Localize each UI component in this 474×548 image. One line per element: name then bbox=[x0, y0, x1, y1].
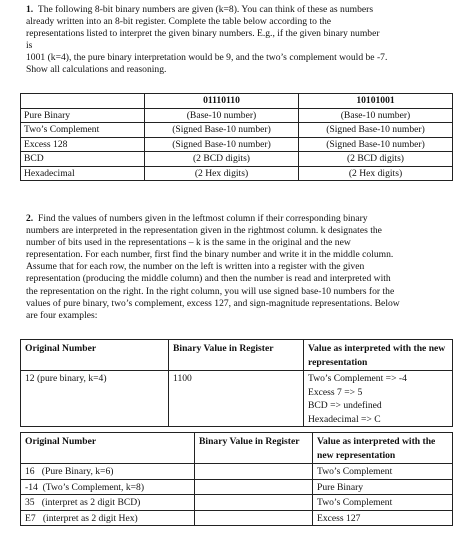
q1-line-3: representations listed to interpret the given binary numbers. E.g., if the given binary number bbox=[26, 28, 380, 40]
answer-cell[interactable]: (Signed Base-10 number) bbox=[299, 137, 453, 152]
table-row bbox=[21, 137, 453, 152]
q1-line-5: 1001 (k=4), the pure binary interpretation would be 9, and the two’s complement would be -7. bbox=[26, 52, 388, 64]
row-label: Hexadecimal bbox=[21, 166, 145, 181]
q2-line-5: Assume that for each row, the number on the left is written into a register with the given bbox=[26, 261, 365, 273]
table-row bbox=[21, 108, 453, 123]
header-interpreted-value: Value as interpreted with the new representation bbox=[304, 340, 453, 371]
table-row bbox=[21, 166, 453, 181]
answer-cell[interactable]: (Base-10 number) bbox=[145, 108, 299, 123]
q2-task-header-row bbox=[21, 433, 453, 464]
answer-cell[interactable]: (2 BCD digits) bbox=[145, 152, 299, 167]
header-original-number: Original Number bbox=[21, 340, 169, 371]
q1-line-2: already written into an 8-bit register. Complete the table below according to the bbox=[26, 16, 332, 28]
table-row bbox=[21, 510, 453, 526]
binary-value-cell[interactable] bbox=[195, 510, 313, 526]
example-interp-line: Excess 7 => 5 bbox=[308, 386, 363, 398]
row-label: Pure Binary bbox=[21, 108, 145, 123]
example-original: 12 (pure binary, k=4) bbox=[21, 371, 169, 427]
table-row bbox=[21, 495, 453, 511]
table-row bbox=[21, 464, 453, 480]
binary-value-cell[interactable] bbox=[195, 464, 313, 480]
example-binary: 1100 bbox=[169, 371, 304, 427]
q2-example-header-row bbox=[21, 340, 453, 371]
question-1-text bbox=[26, 4, 454, 77]
answer-cell[interactable]: (2 BCD digits) bbox=[299, 152, 453, 167]
answer-cell[interactable]: (2 Hex digits) bbox=[299, 166, 453, 181]
q2-number: 2. bbox=[26, 213, 34, 224]
q2-line-1 bbox=[26, 213, 454, 225]
answer-cell[interactable]: (Signed Base-10 number) bbox=[145, 137, 299, 152]
example-interp-line: BCD => undefined bbox=[308, 400, 382, 411]
answer-cell[interactable]: (Signed Base-10 number) bbox=[145, 123, 299, 138]
representation-cell[interactable]: Two’s Complement bbox=[313, 495, 453, 511]
q1-line-1-text: The following 8-bit binary numbers are given (k=8). You can think of these as numbers bbox=[37, 4, 374, 15]
binary-value-cell[interactable] bbox=[195, 479, 313, 495]
q1-header-binary-2: 10101001 bbox=[299, 94, 453, 109]
q2-line-8: values of pure binary, two’s complement, excess 127, and sign-magnitude representations. Below bbox=[26, 297, 400, 309]
q2-line-3: number of bits used in the representations – k is the same in the original and the new bbox=[26, 237, 351, 249]
q2-line-7: the representation on the right. In the right column, you will use signed base-10 numbers for the bbox=[26, 285, 395, 297]
q1-table bbox=[20, 93, 453, 181]
table-row bbox=[21, 123, 453, 138]
representation-cell[interactable]: Two’s Complement bbox=[313, 464, 453, 480]
representation-cell[interactable]: Pure Binary bbox=[313, 479, 453, 495]
original-number-cell: 35 (interpret as 2 digit BCD) bbox=[21, 495, 195, 511]
example-interp-line: Two’s Complement => -4 bbox=[308, 373, 407, 384]
q2-task-table bbox=[20, 432, 453, 526]
original-number-cell: -14 (Two’s Complement, k=8) bbox=[21, 479, 195, 495]
row-label: Two’s Complement bbox=[21, 123, 145, 138]
q1-header-empty bbox=[21, 94, 145, 109]
q1-line-4: is bbox=[26, 40, 33, 52]
header-binary-value: Binary Value in Register bbox=[169, 340, 304, 371]
q1-number: 1. bbox=[26, 4, 34, 15]
q2-line-9: are four examples: bbox=[26, 309, 98, 321]
q2-line-2: numbers are interpreted in the representation given in the rightmost column. k designates the bbox=[26, 225, 382, 237]
binary-value-cell[interactable] bbox=[195, 495, 313, 511]
q1-header-binary-1: 01110110 bbox=[145, 94, 299, 109]
example-interpretations bbox=[304, 371, 453, 427]
q1-line-6: Show all calculations and reasoning. bbox=[26, 64, 167, 76]
row-label: BCD bbox=[21, 152, 145, 167]
header-interpreted-value: Value as interpreted with the new representation bbox=[313, 433, 453, 464]
q2-line-4: representation. For each number, first find the binary number and write it in the middle column. bbox=[26, 249, 394, 261]
answer-cell[interactable]: (2 Hex digits) bbox=[145, 166, 299, 181]
q2-line-1-text: Find the values of numbers given in the leftmost column if their corresponding binary bbox=[38, 213, 368, 224]
original-number-cell: E7 (interpret as 2 digit Hex) bbox=[21, 510, 195, 526]
header-original-number: Original Number bbox=[21, 433, 195, 464]
q1-table-header-row bbox=[21, 94, 453, 109]
q2-example-table bbox=[20, 339, 453, 427]
answer-cell[interactable]: (Base-10 number) bbox=[299, 108, 453, 123]
row-label: Excess 128 bbox=[21, 137, 145, 152]
header-binary-value: Binary Value in Register bbox=[195, 433, 313, 464]
table-row bbox=[21, 371, 453, 427]
question-2-text bbox=[26, 213, 454, 322]
representation-cell[interactable]: Excess 127 bbox=[313, 510, 453, 526]
q2-line-6: representation (producing the middle column) and then the number is read and interpreted with bbox=[26, 273, 391, 285]
example-interp-line: Hexadecimal => C bbox=[308, 413, 381, 425]
answer-cell[interactable]: (Signed Base-10 number) bbox=[299, 123, 453, 138]
original-number-cell: 16 (Pure Binary, k=6) bbox=[21, 464, 195, 480]
table-row bbox=[21, 479, 453, 495]
table-row bbox=[21, 152, 453, 167]
q1-line-1 bbox=[26, 4, 454, 16]
